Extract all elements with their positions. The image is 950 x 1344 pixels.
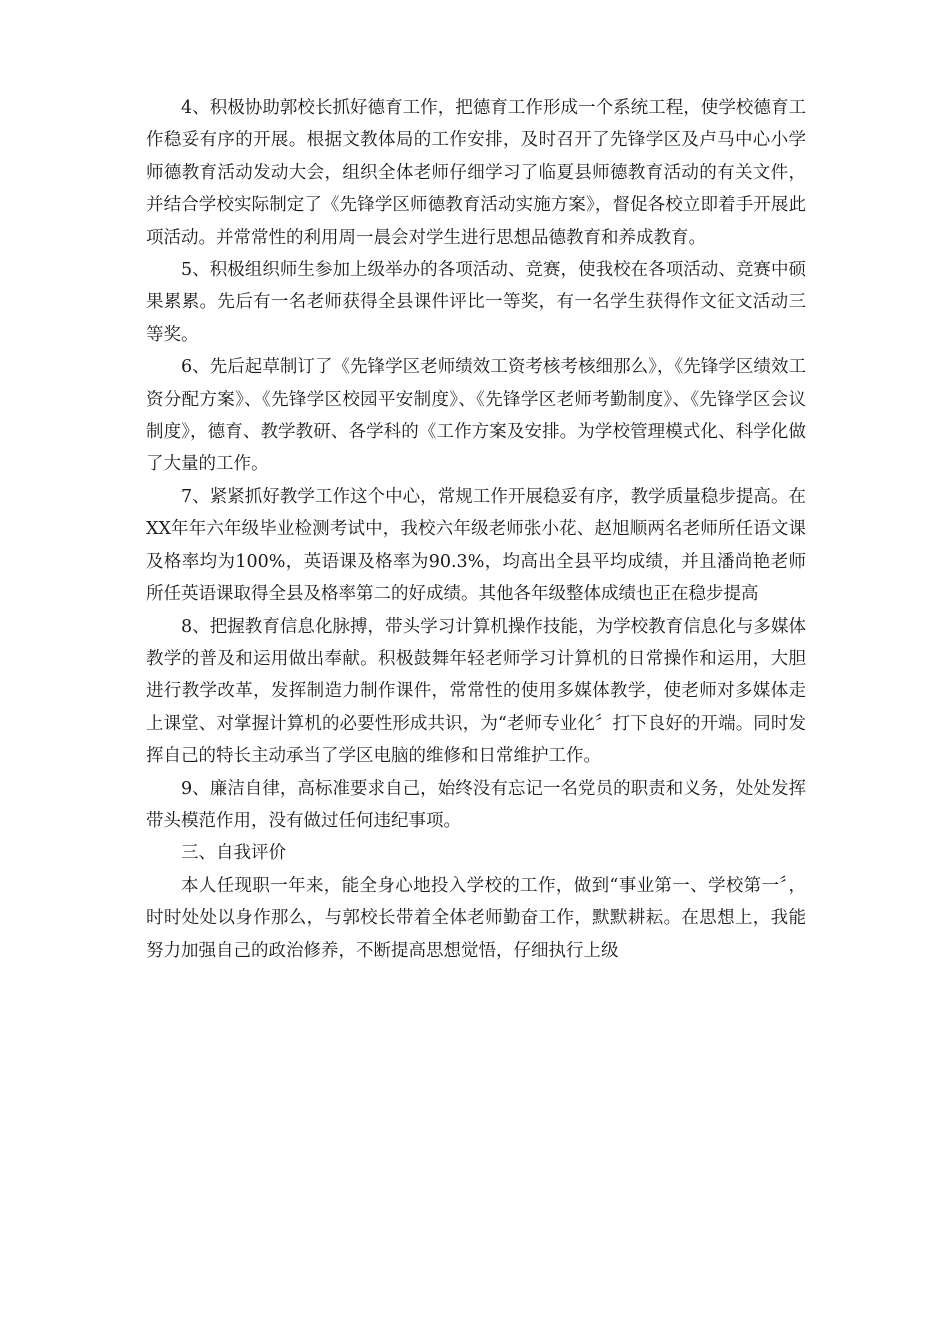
paragraph-item-8: 8、把握教育信息化脉搏，带头学习计算机操作技能，为学校教育信息化与多媒体教学的普及和运用做出奉献。积极鼓舞年轻老师学习计算机的日常操作和运用，大胆进行教学改革，发挥制造力制作课件，常常性的使用多媒体教学，使老师对多媒体走上课堂、对掌握计算机的必要性形成共识，为“老师专业化〞打下良好的开端。同时发挥自己的特长主动承当了学区电脑的维修和日常维护工作。 xyxy=(146,616,806,767)
paragraph-item-7: 7、紧紧抓好教学工作这个中心，常规工作开展稳妥有序，教学质量稳步提高。在XX年年六年级毕业检测考试中，我校六年级老师张小花、赵旭顺两名老师所任语文课及格率均为100%，英语课及格率为90.3%，均高出全县平均成绩，并且潘尚艳老师所任英语课取得全县及格率第二的好成绩。其他各年级整体成绩也正在稳步提高 xyxy=(146,486,806,605)
paragraph-item-9: 9、廉洁自律，高标准要求自己，始终没有忘记一名党员的职责和义务，处处发挥带头模范作用，没有做过任何违纪事项。 xyxy=(146,778,806,831)
paragraph-self-evaluation: 本人任现职一年来，能全身心地投入学校的工作，做到“事业第一、学校第一〞，时时处处以身作那么，与郭校长带着全体老师勤奋工作，默默耕耘。在思想上，我能努力加强自己的政治修养，不断提高思想觉悟，仔细执行上级 xyxy=(146,875,806,961)
paragraph-item-6: 6、先后起草制订了《先锋学区老师绩效工资考核考核细那么》，《先锋学区绩效工资分配方案》、《先锋学区校园平安制度》、《先锋学区老师考勤制度》、《先锋学区会议制度》，德育、教学教研、各学科的《工作方案及安排。为学校管理模式化、科学化做了大量的工作。 xyxy=(146,357,806,475)
paragraph-item-4: 4、积极协助郭校长抓好德育工作，把德育工作形成一个系统工程，使学校德育工作稳妥有序的开展。根据文教体局的工作安排，及时召开了先锋学区及卢马中心小学师德教育活动发动大会，组织全体老师仔细学习了临夏县师德教育活动的有关文件，并结合学校实际制定了《先锋学区师德教育活动实施方案》，督促各校立即着手开展此项活动。并常常性的利用周一晨会对学生进行思想品德教育和养成教育。 xyxy=(146,98,806,248)
document-body xyxy=(146,92,806,967)
paragraph-item-5: 5、积极组织师生参加上级举办的各项活动、竞赛，使我校在各项活动、竞赛中硕果累累。先后有一名老师获得全县课件评比一等奖，有一名学生获得作文征文活动三等奖。 xyxy=(146,260,806,345)
section-heading-self-evaluation: 三、自我评价 xyxy=(181,843,286,864)
